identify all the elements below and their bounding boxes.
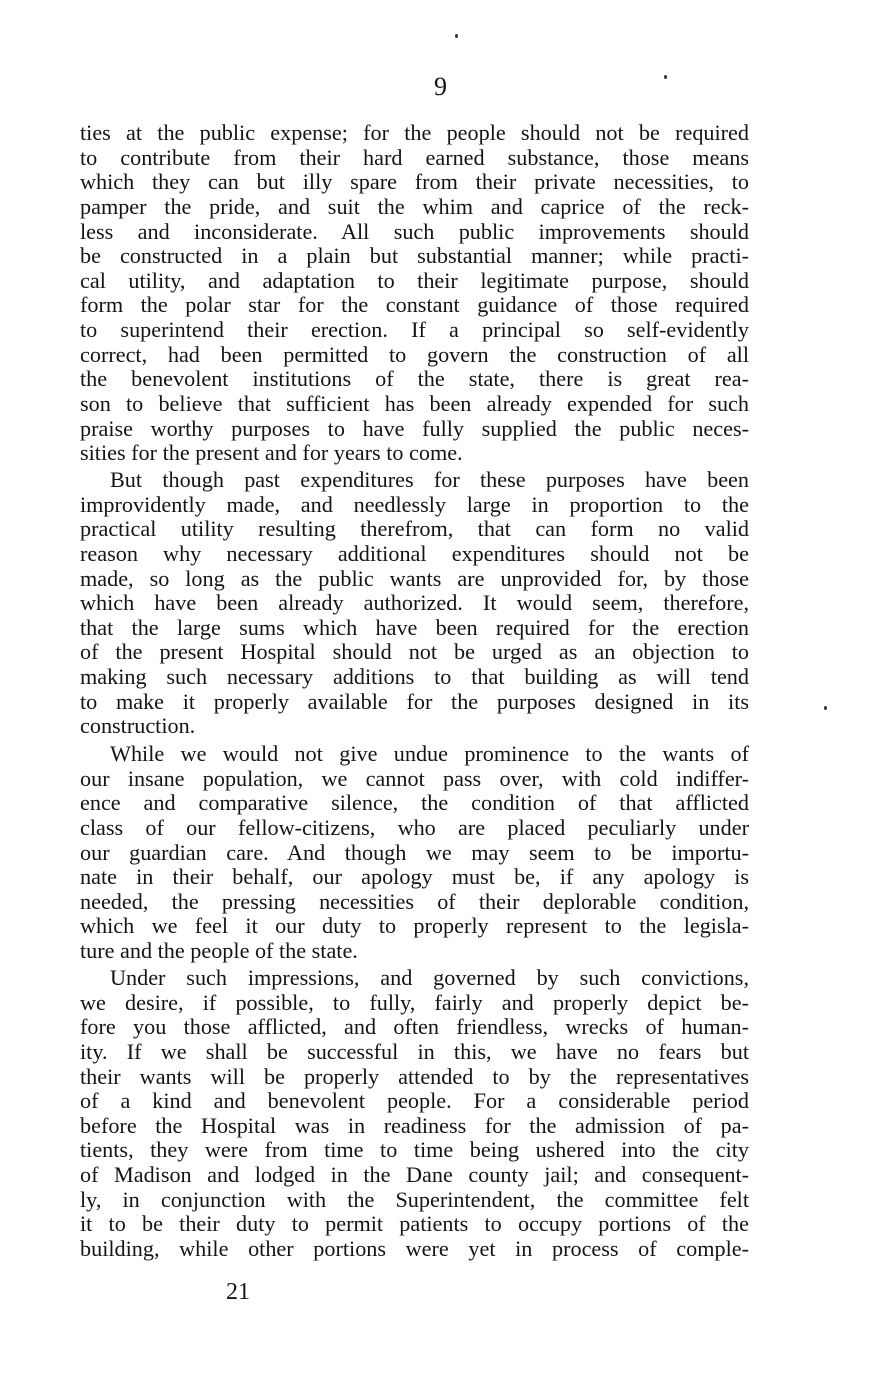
text-line: praise worthy purposes to have fully supplied the public neces-: [80, 415, 749, 441]
text-line: ly, in conjunction with the Superintendent, the committee felt: [80, 1186, 749, 1212]
text-line: pamper the pride, and suit the whim and caprice of the reck-: [80, 193, 749, 219]
text-line: the benevolent institutions of the state, there is great rea-: [80, 366, 749, 392]
text-line: of a kind and benevolent people. For a considerable period: [80, 1088, 749, 1114]
text-line: our guardian care. And though we may seem to be importu-: [80, 839, 749, 865]
text-line: improvidently made, and needlessly large in proportion to the: [80, 491, 749, 517]
page-number: 9: [434, 72, 447, 101]
text-line: to superintend their erection. If a principal so self-evidently: [80, 317, 749, 343]
text-line: making such necessary additions to that building as will tend: [80, 664, 749, 690]
text-line: made, so long as the public wants are unprovided for, by those: [80, 565, 749, 591]
text-line: tients, they were from time to time being ushered into the city: [80, 1137, 749, 1163]
text-line: nate in their behalf, our apology must be, if any apology is: [80, 864, 749, 890]
text-line: class of our fellow-citizens, who are placed peculiarly under: [80, 814, 749, 840]
text-line: which we feel it our duty to properly represent to the legisla-: [80, 913, 749, 939]
paragraph-4: [80, 966, 749, 1262]
scan-speck: [455, 34, 458, 38]
text-line: to make it properly available for the purposes designed in its: [80, 688, 749, 714]
text-line: less and inconsiderate. All such public improvements should: [80, 218, 749, 244]
scan-speck: [664, 75, 667, 79]
text-line: be constructed in a plain but substantial manner; while practi-: [80, 243, 749, 269]
text-line: ity. If we shall be successful in this, we have no fears but: [80, 1038, 749, 1064]
paragraph-3: [80, 742, 749, 964]
text-line: which have been already authorized. It would seem, therefore,: [80, 590, 749, 616]
text-line: Under such impressions, and governed by such convictions,: [110, 965, 749, 990]
text-line: correct, had been permitted to govern the construction of all: [80, 341, 749, 367]
text-line: of the present Hospital should not be urged as an objection to: [80, 639, 749, 665]
text-line: it to be their duty to permit patients to occupy portions of the: [80, 1211, 749, 1237]
text-line: our insane population, we cannot pass over, with cold indiffer-: [80, 765, 749, 791]
text-line: needed, the pressing necessities of their deplorable condition,: [80, 888, 749, 914]
paragraph-1: [80, 121, 749, 466]
text-line: to contribute from their hard earned substance, those means: [80, 144, 749, 170]
text-line: before the Hospital was in readiness for the admission of pa-: [80, 1112, 749, 1138]
text-line: fore you those afflicted, and often friendless, wrecks of human-: [80, 1014, 749, 1040]
signature-mark: 21: [226, 1279, 250, 1305]
text-line: which they can but illy spare from their private necessities, to: [80, 169, 749, 195]
text-line: their wants will be properly attended to by the representatives: [80, 1063, 749, 1089]
text-line: ties at the public expense; for the people should not be required: [80, 120, 749, 145]
paragraph-2: [80, 468, 749, 739]
text-line: form the polar star for the constant guidance of those required: [80, 292, 749, 318]
text-line: cal utility, and adaptation to their legitimate purpose, should: [80, 267, 749, 293]
text-line: of Madison and lodged in the Dane county jail; and consequent-: [80, 1162, 749, 1188]
text-line: we desire, if possible, to fully, fairly and properly depict be-: [80, 989, 749, 1015]
text-line: reason why necessary additional expenditures should not be: [80, 540, 749, 566]
text-line: practical utility resulting therefrom, that can form no valid: [80, 516, 749, 542]
text-line: sities for the present and for years to come.: [80, 440, 463, 466]
text-line: building, while other portions were yet in process of comple-: [80, 1236, 749, 1262]
text-line: ture and the people of the state.: [80, 938, 358, 964]
text-line: ence and comparative silence, the condition of that afflicted: [80, 790, 749, 816]
scan-speck: [824, 706, 827, 710]
text-line: that the large sums which have been required for the erection: [80, 614, 749, 640]
text-line: While we would not give undue prominence to the wants of: [110, 741, 749, 766]
text-line: But though past expenditures for these purposes have been: [110, 467, 749, 492]
text-line: son to believe that sufficient has been already expended for such: [80, 391, 749, 417]
text-line: construction.: [80, 713, 196, 739]
